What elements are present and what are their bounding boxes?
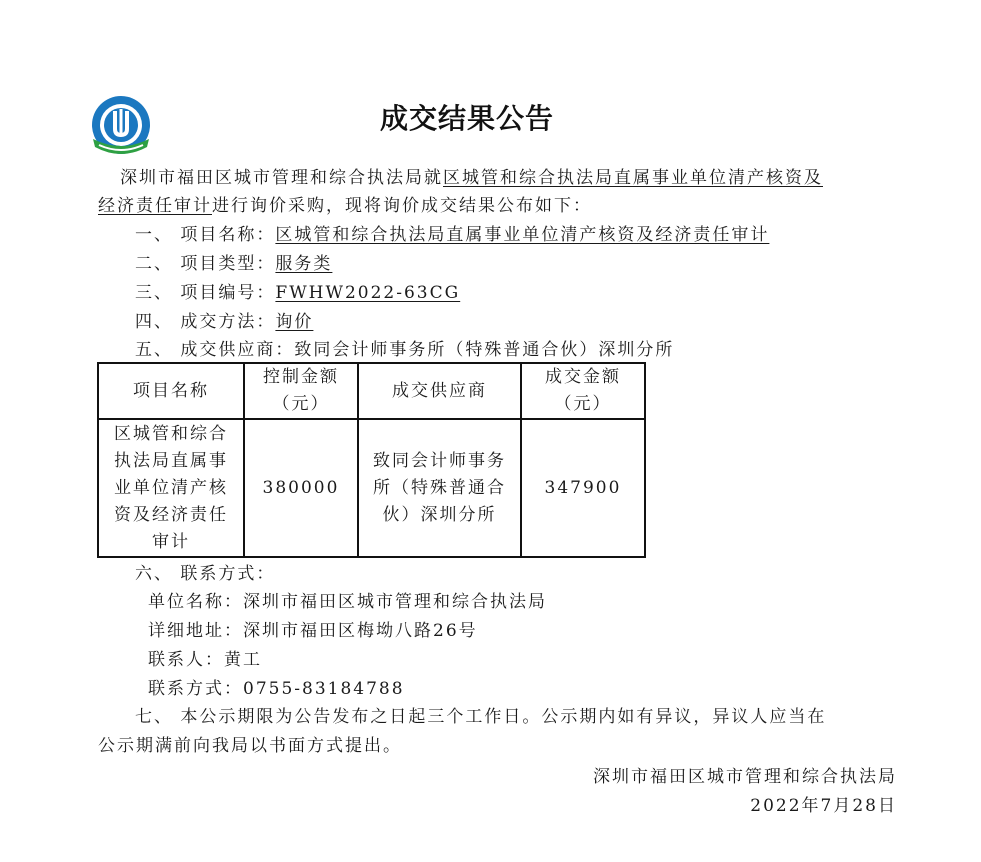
item-label: 二、 项目类型： (135, 254, 276, 274)
header-control-amount: 控制金额 （元） (244, 363, 358, 419)
item-project-name (135, 224, 769, 246)
item-value: 询价 (275, 312, 314, 332)
item-label: 四、 成交方法： (135, 312, 276, 332)
cell-control-amount: 380000 (244, 419, 358, 557)
item-project-number (135, 282, 460, 304)
contact-heading: 六、 联系方式： (135, 564, 276, 584)
footer-org: 深圳市福田区城市管理和综合执法局 (593, 767, 897, 787)
item-value: 服务类 (275, 254, 333, 274)
intro-suffix: 进行询价采购，现将询价成交结果公布如下： (212, 196, 592, 216)
cell-deal-amount: 347900 (521, 419, 645, 557)
item-label: 一、 项目名称： (135, 225, 276, 245)
contact-unit: 单位名称：深圳市福田区城市管理和综合执法局 (148, 592, 547, 612)
item-project-type (135, 253, 332, 275)
cell-supplier: 致同会计师事务 所（特殊普通合 伙）深圳分所 (358, 419, 521, 557)
intro-line-2 (98, 195, 592, 217)
cell-project-name: 区城管和综合 执法局直属事 业单位清产核 资及经济责任 审计 (98, 419, 244, 557)
contact-person: 联系人：黄工 (148, 650, 262, 670)
footer-date: 2022年7月28日 (750, 796, 897, 816)
agency-logo-icon (89, 95, 153, 159)
item-value: FWHW2022-63CG (275, 283, 461, 303)
notice-line-2: 公示期满前向我局以书面方式提出。 (98, 736, 402, 756)
table-row (98, 419, 645, 557)
header-deal-amount: 成交金额 （元） (521, 363, 645, 419)
intro-project-part1: 区城管和综合执法局直属事业单位清产核资及 (443, 168, 823, 188)
intro-project-part2: 经济责任审计 (98, 196, 212, 216)
item-method (135, 311, 313, 333)
item-value: 区城管和综合执法局直属事业单位清产核资及经济责任审计 (275, 225, 770, 245)
header-supplier: 成交供应商 (358, 363, 521, 419)
intro-line-1 (120, 167, 823, 189)
notice-line-1: 七、 本公示期限为公告发布之日起三个工作日。公示期内如有异议，异议人应当在 (135, 707, 827, 727)
item-label: 五、 成交供应商： (135, 340, 295, 360)
item-supplier (135, 339, 674, 361)
item-label: 三、 项目编号： (135, 283, 276, 303)
contact-address: 详细地址：深圳市福田区梅坳八路26号 (148, 621, 478, 641)
item-value: 致同会计师事务所（特殊普通合伙）深圳分所 (294, 340, 675, 360)
result-table (97, 362, 646, 558)
intro-prefix: 深圳市福田区城市管理和综合执法局就 (120, 168, 443, 188)
table-header-row (98, 363, 645, 419)
page-title: 成交结果公告 (380, 102, 555, 135)
contact-phone: 联系方式：0755-83184788 (148, 679, 405, 699)
header-project-name: 项目名称 (98, 363, 244, 419)
